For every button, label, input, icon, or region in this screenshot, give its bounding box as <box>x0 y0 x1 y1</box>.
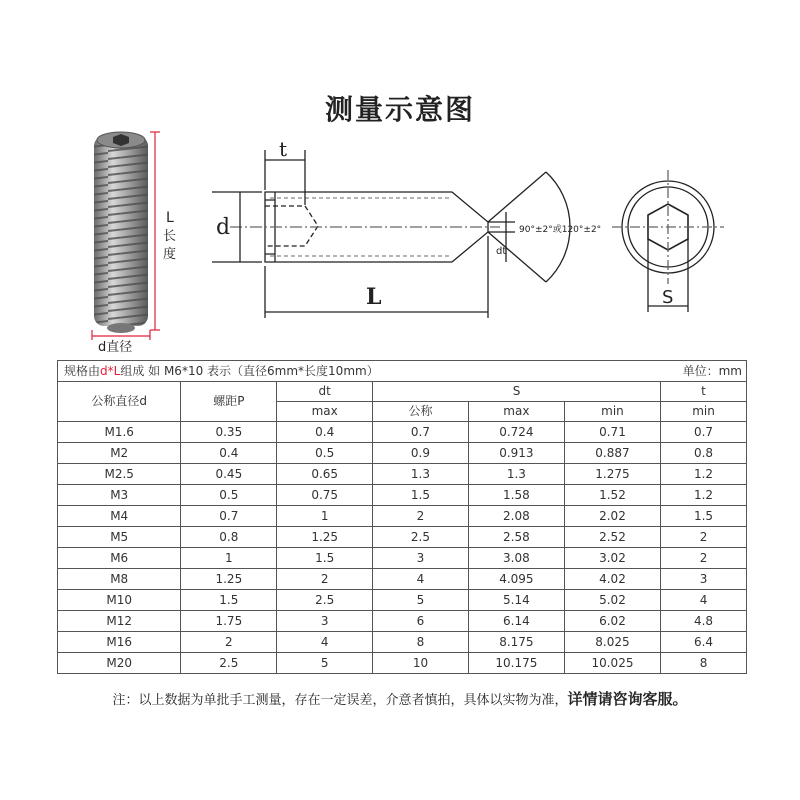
table-cell: M2 <box>58 443 181 464</box>
diameter-label: d直径 <box>98 340 133 355</box>
table-row <box>58 464 747 485</box>
table-cell: 2.58 <box>468 527 564 548</box>
table-cell: 1.5 <box>181 590 277 611</box>
table-cell: 2 <box>181 632 277 653</box>
table-row <box>58 443 747 464</box>
table-cell: M8 <box>58 569 181 590</box>
table-cell: 0.4 <box>277 422 373 443</box>
table-cell: 6 <box>373 611 469 632</box>
table-cell: 1 <box>181 548 277 569</box>
table-cell: 0.724 <box>468 422 564 443</box>
table-cell: 8.175 <box>468 632 564 653</box>
table-cell: 0.65 <box>277 464 373 485</box>
table-cell: 1.2 <box>661 464 747 485</box>
length-label-L: L <box>166 210 174 226</box>
table-cell: 1.2 <box>661 485 747 506</box>
table-cell: 0.8 <box>661 443 747 464</box>
table-row <box>58 506 747 527</box>
caption-prefix: 规格由 <box>64 364 101 378</box>
d-label: d <box>216 215 231 240</box>
s-label: S <box>662 287 674 308</box>
table-cell: 3 <box>277 611 373 632</box>
header-pitch: 螺距P <box>181 382 277 422</box>
table-cell: 1.5 <box>277 548 373 569</box>
table-cell: 0.4 <box>181 443 277 464</box>
table-cell: 1.25 <box>181 569 277 590</box>
table-cell: 2.52 <box>564 527 660 548</box>
table-cell: 2 <box>661 527 747 548</box>
table-cell: 0.7 <box>181 506 277 527</box>
table-cell: 3 <box>661 569 747 590</box>
table-cell: 8.025 <box>564 632 660 653</box>
dt-label: dt <box>496 246 507 257</box>
table-cell: 0.7 <box>661 422 747 443</box>
table-row <box>58 569 747 590</box>
table-row <box>58 632 747 653</box>
table-row <box>58 548 747 569</box>
table-cell: 1.5 <box>661 506 747 527</box>
table-cell: 4 <box>277 632 373 653</box>
table-cell: M20 <box>58 653 181 674</box>
side-view-drawing <box>212 150 570 318</box>
table-cell: M6 <box>58 548 181 569</box>
table-cell: 0.5 <box>277 443 373 464</box>
table-cell: 2.02 <box>564 506 660 527</box>
table-cell: 0.8 <box>181 527 277 548</box>
table-cell: 0.71 <box>564 422 660 443</box>
table-cell: M12 <box>58 611 181 632</box>
table-cell: 8 <box>373 632 469 653</box>
table-cell: 8 <box>661 653 747 674</box>
footnote <box>0 688 800 709</box>
table-cell: M3 <box>58 485 181 506</box>
table-cell: M5 <box>58 527 181 548</box>
table-cell: 6.02 <box>564 611 660 632</box>
footnote-text: 注：以上数据为单批手工测量，存在一定误差，介意者慎拍，具体以实物为准， <box>112 693 568 708</box>
table-cell: 0.5 <box>181 485 277 506</box>
table-cell: 1.3 <box>468 464 564 485</box>
table-cell: 5 <box>277 653 373 674</box>
table-cell: M2.5 <box>58 464 181 485</box>
header-t-min: min <box>661 402 747 422</box>
table-cell: 0.45 <box>181 464 277 485</box>
table-cell: 0.9 <box>373 443 469 464</box>
spec-table <box>57 360 747 674</box>
angle-label: 90°±2°或120°±2° <box>519 225 602 235</box>
unit-label: 单位：mm <box>682 364 742 378</box>
table-cell: 1 <box>277 506 373 527</box>
length-label-du: 度 <box>163 247 177 262</box>
header-dt: dt <box>277 382 373 402</box>
table-cell: 0.7 <box>373 422 469 443</box>
table-cell: 4 <box>373 569 469 590</box>
measurement-diagram <box>0 0 800 360</box>
table-cell: 6.4 <box>661 632 747 653</box>
table-cell: M4 <box>58 506 181 527</box>
table-cell: 1.25 <box>277 527 373 548</box>
table-row <box>58 422 747 443</box>
header-s-min: min <box>564 402 660 422</box>
table-cell: 10 <box>373 653 469 674</box>
header-dt-max: max <box>277 402 373 422</box>
table-row <box>58 611 747 632</box>
header-s-max: max <box>468 402 564 422</box>
footnote-bold: 详情请咨询客服。 <box>567 690 688 708</box>
table-cell: 4 <box>661 590 747 611</box>
table-cell: 2.5 <box>181 653 277 674</box>
caption-row <box>58 361 747 382</box>
table-row <box>58 590 747 611</box>
header-t: t <box>661 382 747 402</box>
table-cell: 5.02 <box>564 590 660 611</box>
header-s-nominal: 公称 <box>373 402 469 422</box>
table-cell: 0.35 <box>181 422 277 443</box>
table-cell: 0.887 <box>564 443 660 464</box>
table-cell: 10.025 <box>564 653 660 674</box>
table-cell: 2.5 <box>277 590 373 611</box>
table-cell: 1.52 <box>564 485 660 506</box>
table-cell: 5 <box>373 590 469 611</box>
table-cell: M16 <box>58 632 181 653</box>
table-cell: 4.095 <box>468 569 564 590</box>
table-row <box>58 485 747 506</box>
table-row <box>58 653 747 674</box>
screw-photo <box>94 132 148 333</box>
table-cell: 2.08 <box>468 506 564 527</box>
table-cell: 1.275 <box>564 464 660 485</box>
caption-cell <box>58 361 747 382</box>
table-row <box>58 527 747 548</box>
table-body <box>58 422 747 674</box>
table-cell: M10 <box>58 590 181 611</box>
table-cell: 2.5 <box>373 527 469 548</box>
t-label: t <box>279 137 288 161</box>
table-cell: 5.14 <box>468 590 564 611</box>
header-s: S <box>373 382 661 402</box>
table-cell: 3.02 <box>564 548 660 569</box>
header-nominal-diameter: 公称直径d <box>58 382 181 422</box>
length-label-chang: 长 <box>163 229 177 244</box>
caption-highlight: d*L <box>100 364 121 378</box>
table-cell: 1.3 <box>373 464 469 485</box>
table-cell: 10.175 <box>468 653 564 674</box>
page-title: 测量示意图 <box>324 93 475 126</box>
table-cell: 3.08 <box>468 548 564 569</box>
table-cell: 1.75 <box>181 611 277 632</box>
table-cell: 2 <box>277 569 373 590</box>
table-cell: 4.8 <box>661 611 747 632</box>
table-cell: 0.913 <box>468 443 564 464</box>
header-row-1 <box>58 382 747 402</box>
table-cell: 1.5 <box>373 485 469 506</box>
table-cell: 0.75 <box>277 485 373 506</box>
caption-suffix: 组成 如 M6*10 表示（直径6mm*长度10mm） <box>120 364 379 378</box>
table-cell: 1.58 <box>468 485 564 506</box>
table-cell: M1.6 <box>58 422 181 443</box>
table-cell: 3 <box>373 548 469 569</box>
L-bottom-label: L <box>366 284 382 310</box>
table-cell: 4.02 <box>564 569 660 590</box>
table-cell: 2 <box>661 548 747 569</box>
table-cell: 6.14 <box>468 611 564 632</box>
table-cell: 2 <box>373 506 469 527</box>
